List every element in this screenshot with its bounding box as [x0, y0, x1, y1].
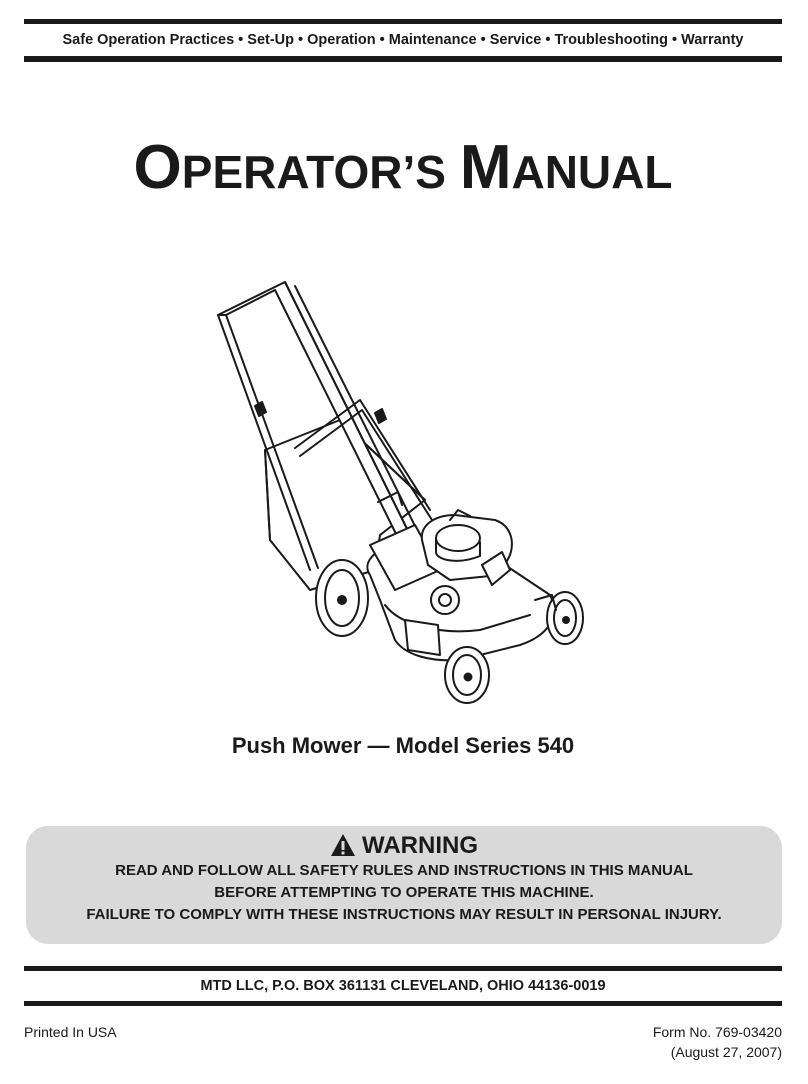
section-list: Safe Operation Practices • Set-Up • Operation • Maintenance • Service • Troubleshooting • Warranty — [62, 32, 744, 48]
bottom-rule-upper — [24, 966, 782, 971]
top-rule-upper — [24, 19, 782, 24]
top-rule-lower — [24, 56, 782, 62]
warning-line-2: BEFORE ATTEMPTING TO OPERATE THIS MACHINE. — [214, 884, 594, 901]
warning-heading — [26, 830, 782, 862]
warning-line-3: FAILURE TO COMPLY WITH THESE INSTRUCTIONS MAY RESULT IN PERSONAL INJURY. — [86, 906, 722, 923]
title-word-perator: PERATOR — [181, 146, 403, 198]
page-title — [24, 128, 782, 212]
warning-line-1: READ AND FOLLOW ALL SAFETY RULES AND INSTRUCTIONS IN THIS MANUAL — [115, 862, 693, 879]
product-subtitle: Push Mower — Model Series 540 — [231, 733, 575, 758]
form-number-block — [653, 1022, 782, 1062]
printed-in-note: Printed In USA — [24, 1024, 117, 1040]
warning-triangle-icon — [330, 833, 356, 857]
warning-heading-text: WARNING — [362, 832, 478, 859]
title-apostrophe-s: ’S — [402, 146, 446, 198]
title-word-anual: ANUAL — [511, 146, 673, 198]
title-cap-m: M — [459, 133, 512, 202]
company-address: MTD LLC, P.O. BOX 361131 CLEVELAND, OHIO 44136-0019 — [200, 978, 606, 994]
form-date: (August 27, 2007) — [670, 1044, 782, 1060]
push-lawn-mower-illustration — [200, 270, 600, 710]
bottom-rule-lower — [24, 1001, 782, 1006]
title-cap-o: O — [133, 133, 182, 202]
warning-panel — [26, 826, 782, 944]
form-number: Form No. 769-03420 — [652, 1024, 782, 1040]
